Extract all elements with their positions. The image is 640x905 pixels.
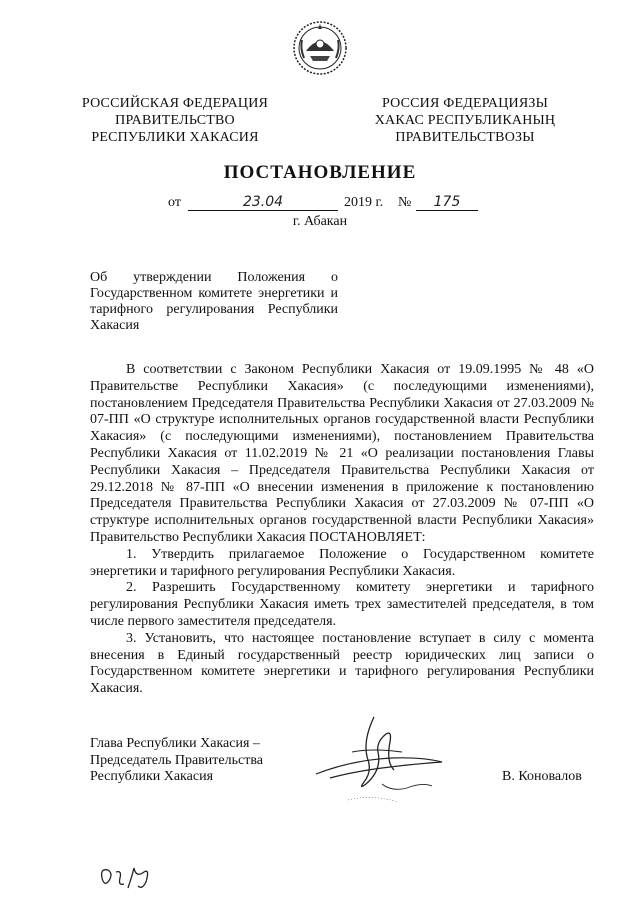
header-right-line: РОССИЯ ФЕДЕРАЦИЯЗЫ (381, 96, 549, 111)
body-paragraph: 3. Установить, что настоящее постановление вступает в силу с момента внесения в Единый государственный реестр юридических лиц записи о Государственном комитете энергетики и тарифного регулирования Республики Хакасия. (90, 630, 594, 697)
signatory-position-line: Председатель Правительства (90, 752, 263, 768)
date-handwritten: 23.04 (188, 194, 338, 211)
header-left-line: ПРАВИТЕЛЬСТВО (115, 113, 235, 128)
handwritten-initials-icon (98, 862, 158, 894)
body-paragraph: 2. Разрешить Государственному комитету энергетики и тарифного регулирования Республики Хакасия иметь трех заместителей председателя, в том числе первого заместителя председателя. (90, 580, 594, 629)
header-left-line: РЕСПУБЛИКИ ХАКАСИЯ (91, 130, 259, 145)
document-title: ПОСТАНОВЛЕНИЕ (223, 162, 417, 183)
body-paragraph: В соответствии с Законом Республики Хакасия от 19.09.1995 № 48 «О Правительстве Республики Хакасия» (с последующими изменениями), постановлением Председателя Правительства Республики Хакасия от 27.03.2009 № 07-ПП «О структуре исполнительных органов государственной власти Республики Хакасия» (с последующими изменениями), постановлением Правительства Республики Хакасия от 11.02.2019 № 21 «О реализации постановления Главы Республики Хакасия – Председателя Правительства Республики Хакасия от 29.12.2018 № 87-ПП «О внесении изменения в приложение к постановлению Председателя Правительства Республики Хакасия от 27.03.2009 № 07-ПП «О структуре исполнительных органов государственной власти Республики Хакасия» Правительство Республики Хакасия ПОСТАНОВЛЯЕТ: (90, 362, 594, 545)
signatory-position (90, 736, 290, 786)
header-left-line: РОССИЙСКАЯ ФЕДЕРАЦИЯ (81, 96, 269, 111)
header-right (370, 95, 560, 146)
header-right-line: ПРАВИТЕЛЬСТВОЗЫ (395, 130, 535, 145)
number-handwritten: 175 (416, 194, 478, 211)
document-subject: Об утверждении Положения о Государственном комитете энергетики и тарифного регулирования Республики Хакасия (90, 270, 338, 333)
handwritten-signature-icon (312, 712, 462, 807)
header-left (80, 95, 270, 146)
coat-of-arms-emblem-icon (292, 20, 348, 76)
city: г. Абакан (292, 214, 348, 229)
header-right-line: ХАКАС РЕСПУБЛИКАНЫҢ (374, 113, 556, 128)
signatory-position-line: Глава Республики Хакасия – (90, 736, 260, 751)
body-paragraph: 1. Утвердить прилагаемое Положение о Государственном комитете энергетики и тарифного регулирования Республики Хакасия. (90, 546, 594, 579)
document-body (90, 362, 594, 698)
signatory-position-line: Республики Хакасия (90, 769, 214, 784)
signatory-name: В. Коновалов (502, 769, 582, 784)
year-label: 2019 г. (344, 195, 384, 210)
from-label: от (168, 195, 181, 210)
number-label: № (398, 195, 412, 210)
